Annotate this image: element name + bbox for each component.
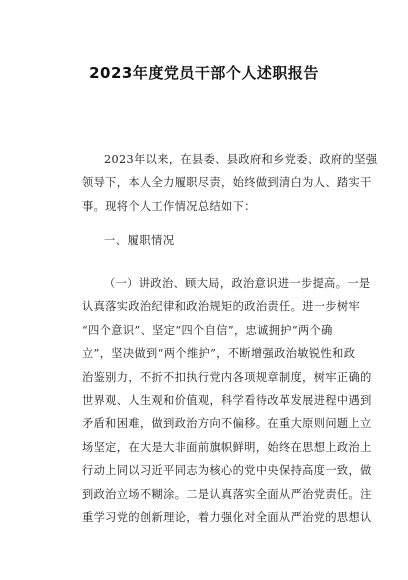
main-line: 立”，坚决做到“两个维护”，不断增强政治敏锐性和政 (82, 347, 356, 361)
intro-line: 事。现将个人工作情况总结如下： (82, 199, 256, 213)
intro-paragraph (82, 148, 378, 218)
main-line: 行动上同以习近平同志为核心的党中央保持高度一致，做 (82, 464, 372, 478)
intro-line: 2023年以来，在县委、县政府和乡党委、政府的坚强 (104, 153, 378, 166)
section-heading: 一、履职情况 (104, 234, 175, 247)
main-line: 矛盾和困难，做到政治方向不偏移。在重大原则问题上立 (82, 417, 372, 431)
document-title: 2023年度党员干部个人述职报告 (89, 64, 319, 82)
main-line: 到政治立场不糊涂。二是认真落实全面从严治党责任。注 (82, 487, 372, 501)
main-line: 世界观、人生观和价值观，科学看待改革发展进程中遇到 (82, 394, 372, 408)
main-line: （一）讲政治、顾大局，政治意识进一步提高。一是 (104, 277, 371, 290)
main-line: 认真落实政治纪律和政治规矩的政治责任。进一步树牢 (82, 300, 361, 314)
main-line: 重学习党的创新理论，着力强化对全面从严治党的思想认 (82, 511, 372, 525)
main-line: “四个意识”、坚定“四个自信”，忠诚拥护“两个确 (82, 323, 333, 337)
main-line: 治鉴别力，不折不扣执行党内各项规章制度，树牢正确的 (82, 370, 372, 384)
main-paragraph (82, 272, 372, 529)
main-line: 场坚定，在大是大非面前旗帜鲜明，始终在思想上政治上 (82, 440, 372, 454)
intro-line: 领导下，本人全力履职尽责，始终做到清白为人、踏实干 (82, 176, 372, 190)
